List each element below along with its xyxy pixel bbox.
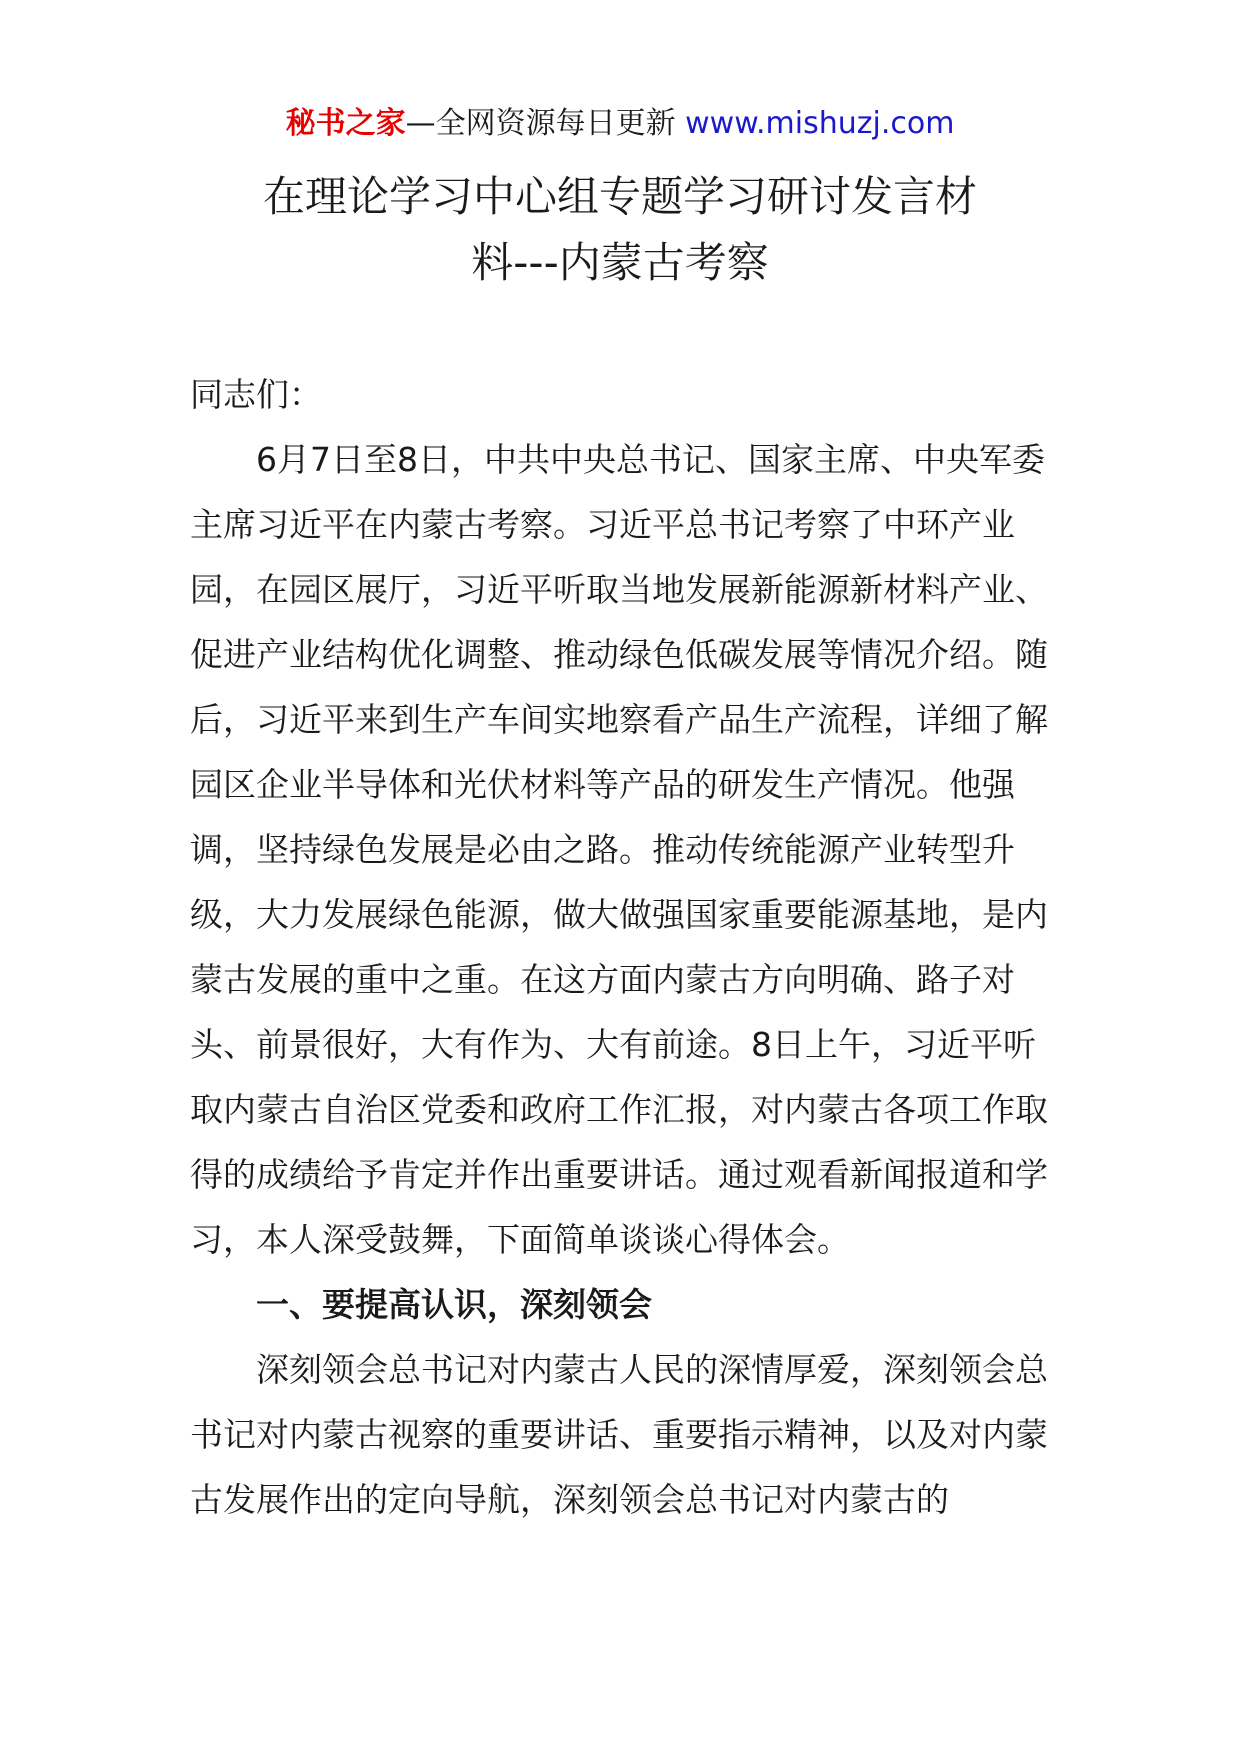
document-title xyxy=(190,164,1050,296)
site-url-link[interactable]: www.mishuzj.com xyxy=(685,106,955,141)
title-line-1: 在理论学习中心组专题学习研讨发言材 xyxy=(262,172,977,221)
brand-name: 秘书之家 xyxy=(285,106,406,141)
document-body xyxy=(190,362,1050,1532)
header-tagline: —全网资源每日更新 xyxy=(405,106,686,141)
title-line-2: 料---内蒙古考察 xyxy=(471,238,769,287)
greeting: 同志们： xyxy=(190,375,322,414)
body-paragraph: 6月7日至8日，中共中央总书记、国家主席、中央军委主席习近平在内蒙古考察。习近平总书记考察了中环产业园，在园区展厅，习近平听取当地发展新能源新材料产业、促进产业结构优化调整、推动绿色低碳发展等情况介绍。随后，习近平来到生产车间实地察看产品生产流程，详细了解园区企业半导体和光伏材料等产品的研发生产情况。他强调，坚持绿色发展是必由之路。推动传统能源产业转型升级，大力发展绿色能源，做大做强国家重要能源基地，是内蒙古发展的重中之重。在这方面内蒙古方向明确、路子对头、前景很好，大有作为、大有前途。8日上午，习近平听取内蒙古自治区党委和政府工作汇报，对内蒙古各项工作取得的成绩给予肯定并作出重要讲话。通过观看新闻报道和学习，本人深受鼓舞，下面简单谈谈心得体会。 xyxy=(190,440,1048,1259)
site-header xyxy=(0,104,1240,144)
body-paragraph: 深刻领会总书记对内蒙古人民的深情厚爱，深刻领会总书记对内蒙古视察的重要讲话、重要指示精神，以及对内蒙古发展作出的定向导航，深刻领会总书记对内蒙古的 xyxy=(190,1350,1048,1519)
section-heading: 一、要提高认识，深刻领会 xyxy=(256,1285,652,1324)
